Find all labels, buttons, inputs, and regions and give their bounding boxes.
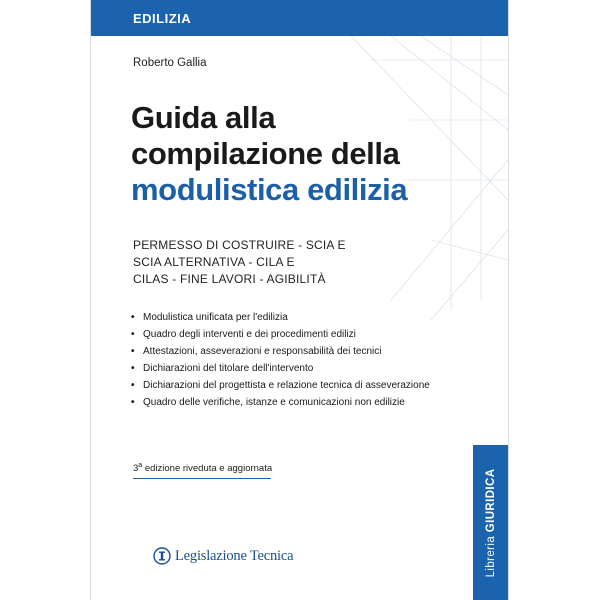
publisher-block — [153, 545, 293, 567]
title-line-3: modulistica edilizia — [131, 172, 408, 207]
series-side-tab — [473, 445, 508, 600]
series-tab-label — [485, 468, 497, 577]
list-item — [131, 343, 461, 360]
book-title — [131, 100, 491, 208]
series-header-bar — [91, 0, 508, 36]
list-item-text: Dichiarazioni del titolare dell'intervento — [143, 363, 314, 374]
subtitle-line-2: SCIA ALTERNATIVA - CILA E — [133, 255, 295, 269]
subtitle-line-1: PERMESSO DI COSTRUIRE - SCIA E — [133, 238, 346, 252]
list-item-text: Dichiarazioni del progettista e relazione tecnica di asseverazione — [143, 380, 430, 391]
bullet-icon: • — [131, 397, 135, 408]
list-item-text: Quadro degli interventi e dei procedimenti edilizi — [143, 329, 356, 340]
edition-text: edizione riveduta e aggiornata — [142, 463, 273, 475]
series-label: EDILIZIA — [133, 11, 192, 26]
list-item-text: Modulistica unificata per l'edilizia — [143, 312, 288, 323]
bullet-icon: • — [131, 380, 135, 391]
list-item — [131, 309, 461, 326]
list-item — [131, 394, 461, 411]
title-line-1: Guida alla — [131, 100, 276, 135]
edition-number: 3 — [133, 463, 139, 475]
author-name: Roberto Gallia — [133, 57, 207, 69]
list-item-text: Quadro delle verifiche, istanze e comunicazioni non edilizie — [143, 397, 405, 408]
bullet-icon: • — [131, 312, 135, 323]
bullet-icon: • — [131, 363, 135, 374]
bullet-icon: • — [131, 329, 135, 340]
list-item — [131, 377, 461, 394]
series-tab-name: GIURIDICA — [484, 468, 497, 532]
publisher-name: Legislazione Tecnica — [175, 547, 294, 564]
series-tab-prefix: Libreria — [484, 531, 497, 577]
edition-ordinal: a — [138, 462, 143, 469]
edition-note — [133, 462, 272, 474]
publisher-logo-icon — [153, 547, 171, 565]
contents-bullet-list — [131, 309, 461, 411]
list-item — [131, 326, 461, 343]
book-cover — [91, 0, 508, 600]
architectural-lines-decoration — [91, 0, 508, 600]
bullet-icon: • — [131, 346, 135, 357]
edition-divider — [133, 478, 271, 479]
subtitle-line-3: CILAS - FINE LAVORI - AGIBILITÀ — [133, 272, 326, 286]
book-subtitle — [133, 237, 453, 288]
title-line-2: compilazione della — [131, 136, 400, 171]
list-item-text: Attestazioni, asseverazioni e responsabilità dei tecnici — [143, 346, 382, 357]
list-item — [131, 360, 461, 377]
